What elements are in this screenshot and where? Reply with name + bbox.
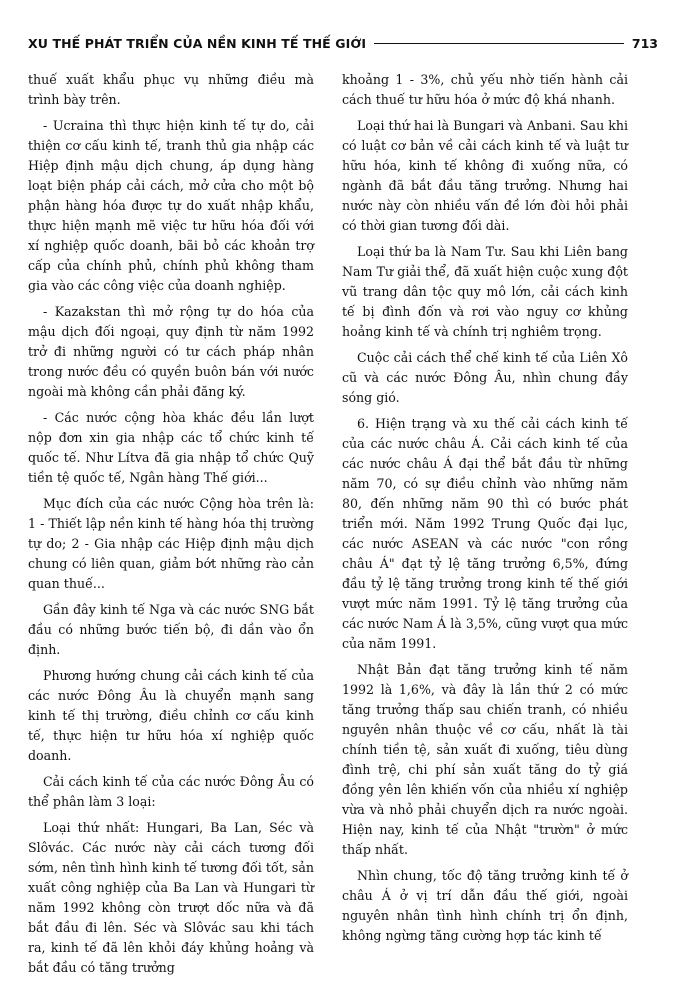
header-rule [374, 43, 624, 44]
paragraph: Phương hướng chung cải cách kinh tế của các nước Đông Âu là chuyển mạnh sang kinh tế thị trường, điều chỉnh cơ cấu kinh tế, thực hiện tư hữu hóa xí nghiệp quốc doanh. [28, 668, 314, 763]
page-number: 713 [631, 35, 658, 51]
paragraph: Nhật Bản đạt tăng trưởng kinh tế năm 1992 là 1,6%, và đây là lần thứ 2 có mức tăng trưởng thấp sau chiến tranh, có nhiều nguyên nhân thuộc về cơ cấu, nhất là tài chính tiền tệ, sản xuất đi xuống, tiêu dùng đình trệ, chi phí sản xuất tăng do tỷ giá đồng yên lên khiến vốn của nhiều xí nghiệp vừa và nhỏ phải chuyển dịch ra nước ngoài. Hiện nay, kinh tế của Nhật "trườn" ở mức thấp nhất. [342, 662, 628, 857]
left-column [28, 70, 314, 984]
running-header-title: XU THẾ PHÁT TRIỂN CỦA NỀN KINH TẾ THẾ GIỚI [28, 35, 367, 51]
paragraph: thuế xuất khẩu phục vụ những điều mà trình bày trên. [28, 72, 314, 107]
paragraph: - Kazakstan thì mở rộng tự do hóa của mậu dịch đối ngoại, quy định từ năm 1992 trở đi những người có tư cách pháp nhân trong nước đều có quyền buôn bán với nước ngoài mà không cần phải đăng ký. [28, 304, 314, 399]
paragraph: Cuộc cải cách thể chế kinh tế của Liên Xô cũ và các nước Đông Âu, nhìn chung đầy sóng gió. [342, 350, 628, 405]
paragraph: khoảng 1 - 3%, chủ yếu nhờ tiến hành cải cách thuế tư hữu hóa ở mức độ khá nhanh. [342, 72, 628, 107]
paragraph: Loại thứ nhất: Hungari, Ba Lan, Séc và Slôvác. Các nước này cải cách tương đối sớm, nên tình hình kinh tế tương đối tốt, sản xuất công nghiệp của Ba Lan và Hungari từ năm 1992 không còn trượt dốc nữa và đã bắt đầu đi lên. Séc và Slôvác sau khi tách ra, kinh tế đã lên khỏi đáy khủng hoảng và bắt đầu có tăng trưởng [28, 820, 314, 975]
paragraph: Cải cách kinh tế của các nước Đông Âu có thể phân làm 3 loại: [28, 774, 314, 809]
right-column [342, 70, 628, 952]
running-header [28, 30, 658, 56]
paragraph: Mục đích của các nước Cộng hòa trên là: 1 - Thiết lập nền kinh tế hàng hóa thị trường tự do; 2 - Gia nhập các Hiệp định mậu dịch chung có liên quan, giảm bớt những rào cản quan thuế... [28, 496, 314, 591]
paragraph: - Ucraina thì thực hiện kinh tế tự do, cải thiện cơ cấu kinh tế, tranh thủ gia nhập các Hiệp định mậu dịch chung, áp dụng hàng loạt biện pháp cải cách, mở cửa cho một bộ phận hàng hóa được tự do xuất nhập khẩu, thực hiện mạnh mẽ việc tư hữu hóa đối với xí nghiệp quốc doanh, bãi bỏ các khoản trợ cấp của chính phủ, chính phủ không tham gia vào các công việc của doanh nghiệp. [28, 118, 314, 293]
paragraph: Nhìn chung, tốc độ tăng trưởng kinh tế ở châu Á ở vị trí dẫn đầu thế giới, ngoài nguyên nhân tình hình chính trị ổn định, không ngừng tăng cường hợp tác kinh tế [342, 868, 628, 943]
paragraph: 6. Hiện trạng và xu thế cải cách kinh tế của các nước châu Á. Cải cách kinh tế của các nước châu Á đại thể bắt đầu từ những năm 70, có sự điều chỉnh vào những năm 80, đến những năm 90 thì có bước phát triển mới. Năm 1992 Trung Quốc đại lục, các nước ASEAN và các nước "con rồng châu Á" đạt tỷ lệ tăng trưởng 6,5%, đứng đầu tỷ lệ tăng trưởng trong kinh tế thế giới vượt mức năm 1991. Tỷ lệ tăng trưởng của các nước Nam Á là 3,5%, cũng vượt qua mức của năm 1991. [342, 416, 628, 651]
paragraph: Gần đây kinh tế Nga và các nước SNG bắt đầu có những bước tiến bộ, đi dần vào ổn định. [28, 602, 314, 657]
paragraph: - Các nước cộng hòa khác đều lần lượt nộp đơn xin gia nhập các tổ chức kinh tế quốc tế. Như Lítva đã gia nhập tổ chức Quỹ tiền tệ quốc tế, Ngân hàng Thế giới... [28, 410, 314, 485]
paragraph: Loại thứ ba là Nam Tư. Sau khi Liên bang Nam Tư giải thể, đã xuất hiện cuộc xung đột vũ trang dân tộc quy mô lớn, cải cách kinh tế bị đình đốn và rơi vào nguy cơ khủng hoảng kinh tế và chính trị nghiêm trọng. [342, 244, 628, 339]
paragraph: Loại thứ hai là Bungari và Anbani. Sau khi có luật cơ bản về cải cách kinh tế và luật tư hữu hóa, kinh tế không đi xuống nữa, có ngành đã bắt đầu tăng trưởng. Nhưng hai nước này còn nhiều vấn đề lớn đòi hỏi phải có thời gian tương đối dài. [342, 118, 628, 233]
